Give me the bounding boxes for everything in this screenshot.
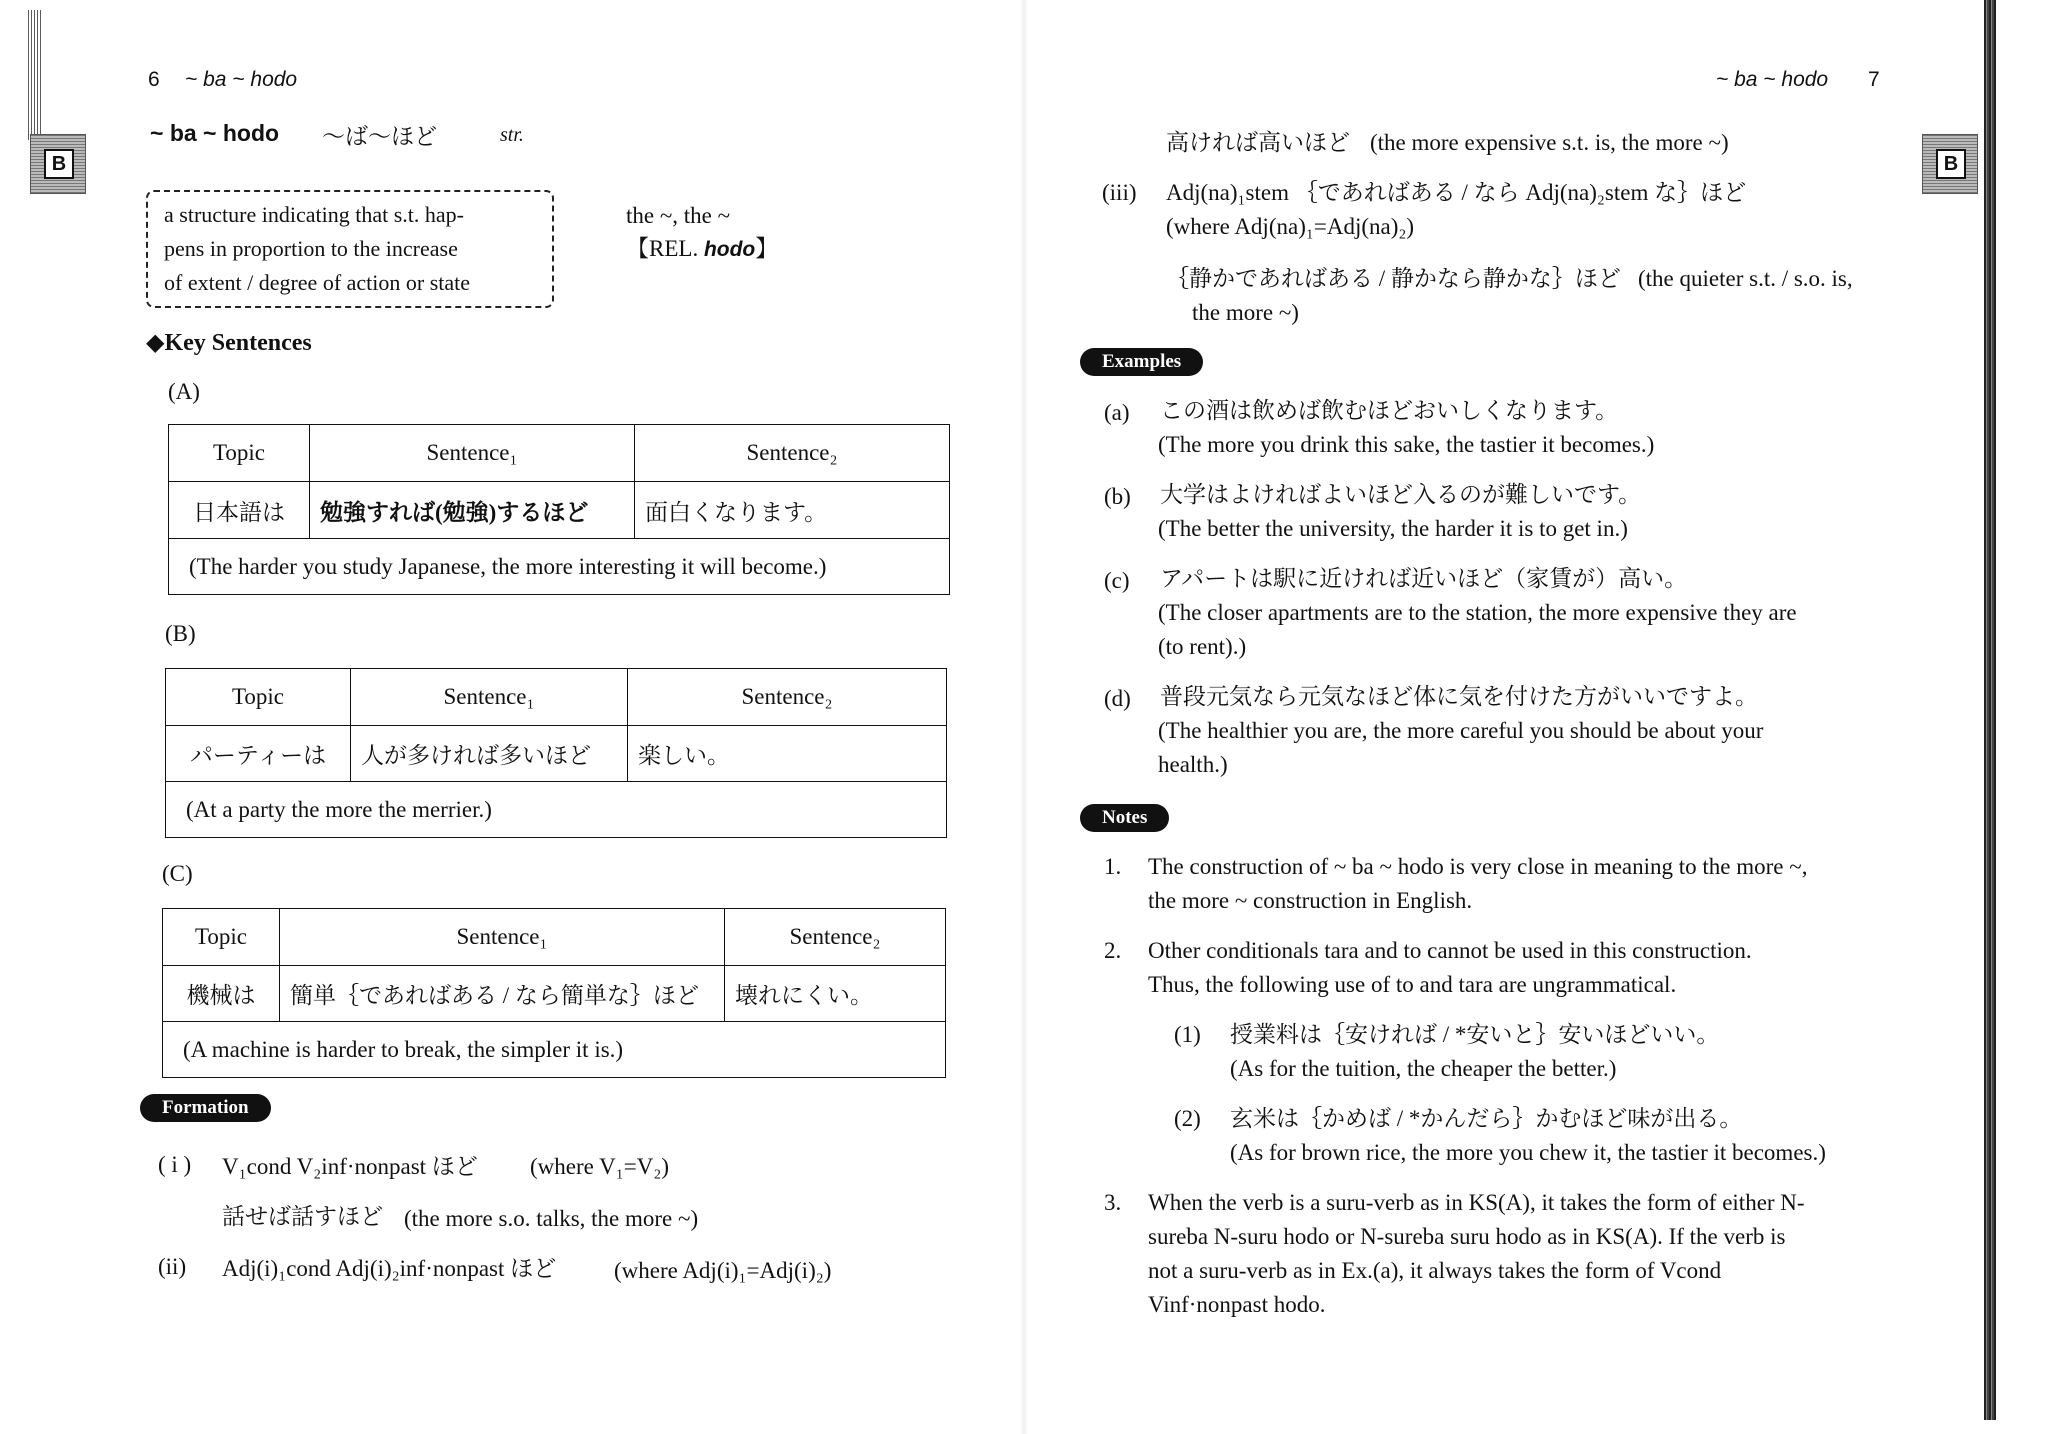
example-en: (The more you drink this sake, the tastier it becomes.) bbox=[1158, 432, 1655, 457]
note-sub-en: (As for brown rice, the more you chew it, the tastier it becomes.) bbox=[1230, 1140, 1826, 1165]
example-label: (b) bbox=[1104, 484, 1131, 509]
section-tab-letter: B bbox=[44, 149, 74, 179]
definition-line: a structure indicating that s.t. hap- bbox=[164, 202, 464, 227]
formation-example-jp: 話せば話すほど bbox=[222, 1204, 383, 1229]
page-number: 7 bbox=[1868, 68, 1880, 91]
formation-example-en: (the quieter s.t. / s.o. is, bbox=[1638, 266, 1853, 291]
note-sub-jp: 玄米は｛かめば / *かんだら｝かむほど味が出る。 bbox=[1230, 1106, 1743, 1131]
table-label: (A) bbox=[168, 379, 200, 404]
example-label: (a) bbox=[1104, 400, 1130, 425]
key-sentence-table-a bbox=[168, 424, 950, 595]
related-suffix: 】 bbox=[755, 236, 779, 261]
note-sub-jp: 授業料は｛安ければ / *安いと｝安いほどいい。 bbox=[1230, 1022, 1720, 1047]
note-line: Vinf·nonpast hodo. bbox=[1148, 1292, 1326, 1317]
notes-label: Notes bbox=[1080, 804, 1169, 832]
note-sub-number: (2) bbox=[1174, 1106, 1201, 1131]
formation-pattern: Adj(i)₁cond Adj(i)₂inf·nonpast ほど bbox=[222, 1256, 557, 1281]
formation-label: Formation bbox=[140, 1094, 271, 1122]
related-word: hodo bbox=[703, 238, 756, 261]
formation-example-en: (the more s.o. talks, the more ~) bbox=[404, 1206, 699, 1231]
example-en: (The better the university, the harder it is to get in.) bbox=[1158, 516, 1628, 541]
examples-label: Examples bbox=[1080, 348, 1203, 376]
note-line: the more ~ construction in English. bbox=[1148, 888, 1473, 913]
cell-topic: 日本語は bbox=[169, 482, 310, 539]
formation-where: (where V₁=V₂) bbox=[530, 1154, 670, 1179]
example-en: (The closer apartments are to the station, the more expensive they are bbox=[1158, 600, 1797, 625]
related-prefix: 【REL. bbox=[626, 236, 704, 261]
header-topic: Topic bbox=[169, 425, 310, 482]
example-jp: 普段元気なら元気なほど体に気を付けた方がいいですよ。 bbox=[1160, 684, 1758, 709]
note-line: When the verb is a suru-verb as in KS(A), it takes the form of either N- bbox=[1148, 1190, 1805, 1215]
header-sentence2: Sentence₂ bbox=[628, 669, 947, 726]
cell-sentence1: 簡単｛であればある / なら簡単な｝ほど bbox=[280, 966, 725, 1022]
definition-line: pens in proportion to the increase bbox=[164, 236, 458, 261]
formation-example-jp: 高ければ高いほど bbox=[1166, 130, 1350, 155]
table-label: (C) bbox=[162, 861, 193, 886]
header-sentence1: Sentence₁ bbox=[310, 425, 635, 482]
formation-where: (where Adj(na)₁=Adj(na)₂) bbox=[1166, 214, 1415, 239]
formation-example-en: (the more expensive s.t. is, the more ~) bbox=[1370, 130, 1729, 155]
header-sentence1: Sentence₁ bbox=[351, 669, 628, 726]
formation-number: (iii) bbox=[1102, 180, 1137, 205]
table-translation: (At a party the more the merrier.) bbox=[166, 782, 947, 838]
cell-topic: パーティーは bbox=[166, 726, 351, 782]
note-sub-en: (As for the tuition, the cheaper the better.) bbox=[1230, 1056, 1617, 1081]
header-sentence2: Sentence₂ bbox=[725, 909, 946, 966]
example-jp: この酒は飲めば飲むほどおいしくなります。 bbox=[1160, 398, 1619, 423]
note-line: sureba N-suru hodo or N-sureba suru hodo as in KS(A). If the verb is bbox=[1148, 1224, 1786, 1249]
note-line: Thus, the following use of to and tara are ungrammatical. bbox=[1148, 972, 1677, 997]
formation-pattern: V₁cond V₂inf·nonpast ほど bbox=[222, 1154, 478, 1179]
english-equivalent: the ~, the ~ bbox=[626, 203, 731, 228]
header-topic: Topic bbox=[163, 909, 280, 966]
running-head: ~ ba ~ hodo bbox=[1716, 68, 1829, 91]
note-line: Other conditionals tara and to cannot be used in this construction. bbox=[1148, 938, 1752, 963]
section-tab-left bbox=[30, 134, 86, 194]
formation-number: ( i ) bbox=[158, 1152, 192, 1177]
example-en: health.) bbox=[1158, 752, 1228, 777]
cell-sentence2: 壊れにくい。 bbox=[725, 966, 946, 1022]
formation-where: (where Adj(i)₁=Adj(i)₂) bbox=[614, 1258, 832, 1283]
note-number: 3. bbox=[1104, 1190, 1122, 1215]
table-label: (B) bbox=[165, 621, 196, 646]
example-jp: アパートは駅に近ければ近いほど（家賃が）高い。 bbox=[1160, 566, 1688, 591]
running-head: ~ ba ~ hodo bbox=[185, 68, 298, 91]
right-page bbox=[1024, 0, 2048, 1434]
entry-category: str. bbox=[500, 124, 524, 146]
note-number: 2. bbox=[1104, 938, 1122, 963]
header-topic: Topic bbox=[166, 669, 351, 726]
section-tab-right bbox=[1922, 134, 1978, 194]
section-tab-letter: B bbox=[1936, 149, 1966, 179]
formation-example-en: the more ~) bbox=[1192, 300, 1299, 325]
cell-topic: 機械は bbox=[163, 966, 280, 1022]
example-en: (The healthier you are, the more careful you should be about your bbox=[1158, 718, 1764, 743]
table-translation: (A machine is harder to break, the simpler it is.) bbox=[163, 1022, 946, 1078]
definition-line: of extent / degree of action or state bbox=[164, 270, 471, 295]
definition-box bbox=[146, 190, 554, 308]
related-entry bbox=[626, 232, 778, 267]
cell-sentence2: 面白くなります。 bbox=[635, 482, 950, 539]
example-jp: 大学はよければよいほど入るのが難しいです。 bbox=[1160, 482, 1642, 507]
formation-pattern: Adj(na)₁stem ｛であればある / なら Adj(na)₂stem な｝ほど bbox=[1166, 180, 1747, 205]
entry-title-jp: 〜ば〜ほど bbox=[322, 123, 437, 149]
page-number: 6 bbox=[148, 68, 160, 91]
note-number: 1. bbox=[1104, 854, 1122, 879]
example-en: (to rent).) bbox=[1158, 634, 1247, 659]
cell-sentence1: 人が多ければ多いほど bbox=[351, 726, 628, 782]
note-sub-number: (1) bbox=[1174, 1022, 1201, 1047]
note-line: The construction of ~ ba ~ hodo is very close in meaning to the more ~, bbox=[1148, 854, 1808, 879]
header-sentence2: Sentence₂ bbox=[635, 425, 950, 482]
key-sentences-heading: ◆Key Sentences bbox=[146, 330, 312, 356]
example-label: (c) bbox=[1104, 568, 1130, 593]
note-line: not a suru-verb as in Ex.(a), it always takes the form of Vcond bbox=[1148, 1258, 1722, 1283]
cell-sentence1: 勉強すれば(勉強)するほど bbox=[310, 482, 635, 539]
example-label: (d) bbox=[1104, 686, 1131, 711]
entry-title: ~ ba ~ hodo bbox=[150, 120, 280, 146]
table-translation: (The harder you study Japanese, the more interesting it will become.) bbox=[169, 539, 950, 595]
formation-number: (ii) bbox=[158, 1254, 187, 1279]
key-sentence-table-c bbox=[162, 908, 946, 1078]
formation-example-jp: ｛静かであればある / 静かなら静かな｝ほど bbox=[1166, 266, 1621, 291]
key-sentence-table-b bbox=[165, 668, 947, 838]
header-sentence1: Sentence₁ bbox=[280, 909, 725, 966]
cell-sentence2: 楽しい。 bbox=[628, 726, 947, 782]
